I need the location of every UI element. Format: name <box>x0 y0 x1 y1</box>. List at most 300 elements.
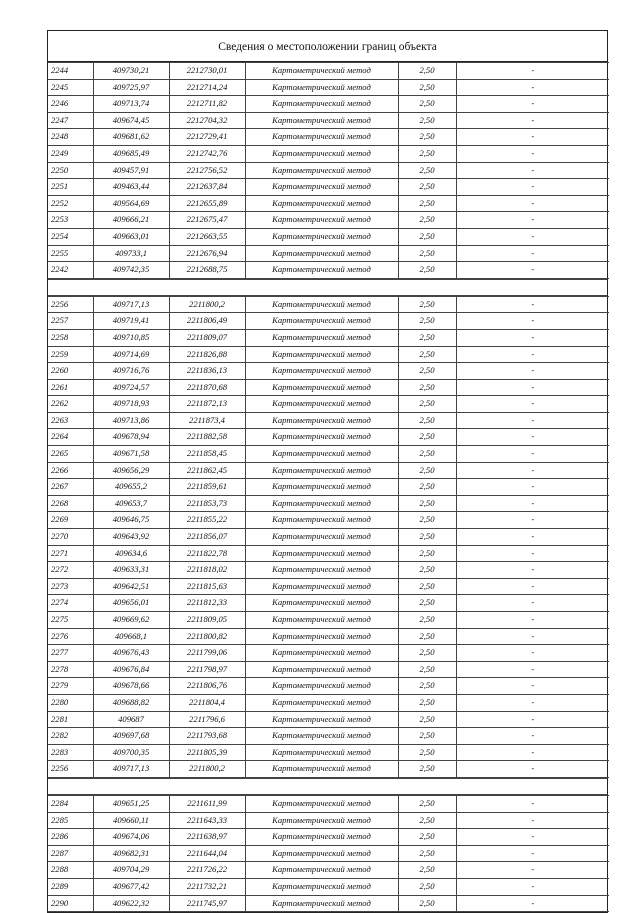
method-cell: Картометрический метод <box>245 228 398 245</box>
method-cell: Картометрический метод <box>245 645 398 662</box>
method-cell: Картометрический метод <box>245 313 398 330</box>
accuracy-cell: 2,50 <box>398 744 456 761</box>
table-row <box>48 129 609 146</box>
x-coordinate-cell: 409719,41 <box>93 313 169 330</box>
note-cell: - <box>456 711 609 728</box>
point-number-cell: 2264 <box>48 429 93 446</box>
method-cell: Картометрический метод <box>245 761 398 778</box>
method-cell: Картометрический метод <box>245 412 398 429</box>
table-row <box>48 145 609 162</box>
point-number-cell: 2286 <box>48 829 93 846</box>
x-coordinate-cell: 409622,32 <box>93 895 169 912</box>
table-row <box>48 529 609 546</box>
point-number-cell: 2262 <box>48 396 93 413</box>
method-cell: Картометрический метод <box>245 96 398 113</box>
note-cell: - <box>456 812 609 829</box>
point-number-cell: 2283 <box>48 744 93 761</box>
x-coordinate-cell: 409653,7 <box>93 495 169 512</box>
point-number-cell: 2284 <box>48 795 93 812</box>
accuracy-cell: 2,50 <box>398 162 456 179</box>
method-cell: Картометрический метод <box>245 479 398 496</box>
y-coordinate-cell: 2211806,49 <box>169 313 245 330</box>
note-cell: - <box>456 363 609 380</box>
y-coordinate-cell: 2211822,78 <box>169 545 245 562</box>
method-cell: Картометрический метод <box>245 112 398 129</box>
point-number-cell: 2282 <box>48 728 93 745</box>
method-cell: Картометрический метод <box>245 512 398 529</box>
y-coordinate-cell: 2212714,24 <box>169 79 245 96</box>
method-cell: Картометрический метод <box>245 711 398 728</box>
method-cell: Картометрический метод <box>245 862 398 879</box>
method-cell: Картометрический метод <box>245 595 398 612</box>
y-coordinate-cell: 2211745,97 <box>169 895 245 912</box>
accuracy-cell: 2,50 <box>398 145 456 162</box>
table-body <box>48 62 607 912</box>
x-coordinate-cell: 409663,01 <box>93 228 169 245</box>
y-coordinate-cell: 2211643,33 <box>169 812 245 829</box>
point-number-cell: 2258 <box>48 329 93 346</box>
x-coordinate-cell: 409676,43 <box>93 645 169 662</box>
point-number-cell: 2290 <box>48 895 93 912</box>
x-coordinate-cell: 409687 <box>93 711 169 728</box>
point-number-cell: 2246 <box>48 96 93 113</box>
accuracy-cell: 2,50 <box>398 562 456 579</box>
table-row <box>48 195 609 212</box>
x-coordinate-cell: 409733,1 <box>93 245 169 262</box>
table-row <box>48 412 609 429</box>
note-cell: - <box>456 878 609 895</box>
x-coordinate-cell: 409725,97 <box>93 79 169 96</box>
point-number-cell: 2252 <box>48 195 93 212</box>
table-row <box>48 495 609 512</box>
method-cell: Картометрический метод <box>245 446 398 463</box>
x-coordinate-cell: 409730,21 <box>93 63 169 80</box>
point-number-cell: 2266 <box>48 462 93 479</box>
note-cell: - <box>456 495 609 512</box>
note-cell: - <box>456 245 609 262</box>
accuracy-cell: 2,50 <box>398 379 456 396</box>
table-title: Сведения о местоположении границ объекта <box>48 31 607 62</box>
note-cell: - <box>456 578 609 595</box>
table-row <box>48 728 609 745</box>
point-number-cell: 2287 <box>48 845 93 862</box>
method-cell: Картометрический метод <box>245 628 398 645</box>
point-number-cell: 2276 <box>48 628 93 645</box>
table-row <box>48 462 609 479</box>
table-row <box>48 429 609 446</box>
point-number-cell: 2245 <box>48 79 93 96</box>
table-row <box>48 845 609 862</box>
point-number-cell: 2249 <box>48 145 93 162</box>
point-number-cell: 2260 <box>48 363 93 380</box>
note-cell: - <box>456 179 609 196</box>
y-coordinate-cell: 2211611,99 <box>169 795 245 812</box>
y-coordinate-cell: 2212676,94 <box>169 245 245 262</box>
y-coordinate-cell: 2211732,21 <box>169 878 245 895</box>
point-number-cell: 2277 <box>48 645 93 662</box>
note-cell: - <box>456 396 609 413</box>
x-coordinate-cell: 409646,75 <box>93 512 169 529</box>
method-cell: Картометрический метод <box>245 795 398 812</box>
x-coordinate-cell: 409671,58 <box>93 446 169 463</box>
method-cell: Картометрический метод <box>245 212 398 229</box>
point-number-cell: 2271 <box>48 545 93 562</box>
y-coordinate-cell: 2211796,6 <box>169 711 245 728</box>
x-coordinate-cell: 409710,85 <box>93 329 169 346</box>
accuracy-cell: 2,50 <box>398 545 456 562</box>
x-coordinate-cell: 409678,66 <box>93 678 169 695</box>
y-coordinate-cell: 2211815,63 <box>169 578 245 595</box>
accuracy-cell: 2,50 <box>398 678 456 695</box>
accuracy-cell: 2,50 <box>398 245 456 262</box>
point-number-cell: 2273 <box>48 578 93 595</box>
method-cell: Картометрический метод <box>245 245 398 262</box>
y-coordinate-cell: 2212704,32 <box>169 112 245 129</box>
y-coordinate-cell: 2211872,13 <box>169 396 245 413</box>
table-row <box>48 744 609 761</box>
contour-separator <box>48 778 607 795</box>
x-coordinate-cell: 409713,86 <box>93 412 169 429</box>
method-cell: Картометрический метод <box>245 829 398 846</box>
x-coordinate-cell: 409678,94 <box>93 429 169 446</box>
x-coordinate-cell: 409704,29 <box>93 862 169 879</box>
note-cell: - <box>456 529 609 546</box>
x-coordinate-cell: 409742,35 <box>93 262 169 279</box>
note-cell: - <box>456 212 609 229</box>
note-cell: - <box>456 661 609 678</box>
accuracy-cell: 2,50 <box>398 346 456 363</box>
x-coordinate-cell: 409564,69 <box>93 195 169 212</box>
y-coordinate-cell: 2211858,45 <box>169 446 245 463</box>
point-number-cell: 2267 <box>48 479 93 496</box>
note-cell: - <box>456 728 609 745</box>
table-row <box>48 645 609 662</box>
point-number-cell: 2250 <box>48 162 93 179</box>
accuracy-cell: 2,50 <box>398 112 456 129</box>
point-number-cell: 2244 <box>48 63 93 80</box>
table-row <box>48 379 609 396</box>
note-cell: - <box>456 829 609 846</box>
y-coordinate-cell: 2211804,4 <box>169 694 245 711</box>
x-coordinate-cell: 409681,62 <box>93 129 169 146</box>
note-cell: - <box>456 63 609 80</box>
y-coordinate-cell: 2211644,04 <box>169 845 245 862</box>
accuracy-cell: 2,50 <box>398 628 456 645</box>
note-cell: - <box>456 462 609 479</box>
point-number-cell: 2259 <box>48 346 93 363</box>
y-coordinate-cell: 2212730,01 <box>169 63 245 80</box>
method-cell: Картометрический метод <box>245 495 398 512</box>
x-coordinate-cell: 409682,31 <box>93 845 169 862</box>
y-coordinate-cell: 2211638,97 <box>169 829 245 846</box>
point-number-cell: 2255 <box>48 245 93 262</box>
accuracy-cell: 2,50 <box>398 495 456 512</box>
accuracy-cell: 2,50 <box>398 578 456 595</box>
note-cell: - <box>456 129 609 146</box>
y-coordinate-cell: 2211809,07 <box>169 329 245 346</box>
method-cell: Картометрический метод <box>245 329 398 346</box>
note-cell: - <box>456 313 609 330</box>
point-number-cell: 2275 <box>48 612 93 629</box>
method-cell: Картометрический метод <box>245 296 398 313</box>
point-number-cell: 2272 <box>48 562 93 579</box>
x-coordinate-cell: 409674,45 <box>93 112 169 129</box>
y-coordinate-cell: 2212655,89 <box>169 195 245 212</box>
x-coordinate-cell: 409688,82 <box>93 694 169 711</box>
point-number-cell: 2254 <box>48 228 93 245</box>
note-cell: - <box>456 678 609 695</box>
point-number-cell: 2256 <box>48 761 93 778</box>
x-coordinate-cell: 409716,76 <box>93 363 169 380</box>
method-cell: Картометрический метод <box>245 396 398 413</box>
table-row <box>48 63 609 80</box>
method-cell: Картометрический метод <box>245 612 398 629</box>
note-cell: - <box>456 446 609 463</box>
accuracy-cell: 2,50 <box>398 179 456 196</box>
y-coordinate-cell: 2211809,05 <box>169 612 245 629</box>
accuracy-cell: 2,50 <box>398 512 456 529</box>
note-cell: - <box>456 795 609 812</box>
point-number-cell: 2278 <box>48 661 93 678</box>
method-cell: Картометрический метод <box>245 812 398 829</box>
accuracy-cell: 2,50 <box>398 212 456 229</box>
note-cell: - <box>456 545 609 562</box>
note-cell: - <box>456 262 609 279</box>
table-row <box>48 363 609 380</box>
note-cell: - <box>456 346 609 363</box>
method-cell: Картометрический метод <box>245 895 398 912</box>
x-coordinate-cell: 409685,49 <box>93 145 169 162</box>
y-coordinate-cell: 2212742,76 <box>169 145 245 162</box>
x-coordinate-cell: 409714,69 <box>93 346 169 363</box>
note-cell: - <box>456 145 609 162</box>
point-number-cell: 2268 <box>48 495 93 512</box>
y-coordinate-cell: 2211726,22 <box>169 862 245 879</box>
y-coordinate-cell: 2211800,2 <box>169 761 245 778</box>
x-coordinate-cell: 409700,35 <box>93 744 169 761</box>
method-cell: Картометрический метод <box>245 162 398 179</box>
note-cell: - <box>456 694 609 711</box>
y-coordinate-cell: 2211799,06 <box>169 645 245 662</box>
y-coordinate-cell: 2211826,88 <box>169 346 245 363</box>
method-cell: Картометрический метод <box>245 79 398 96</box>
accuracy-cell: 2,50 <box>398 262 456 279</box>
y-coordinate-cell: 2212663,55 <box>169 228 245 245</box>
point-number-cell: 2280 <box>48 694 93 711</box>
note-cell: - <box>456 96 609 113</box>
accuracy-cell: 2,50 <box>398 228 456 245</box>
accuracy-cell: 2,50 <box>398 529 456 546</box>
accuracy-cell: 2,50 <box>398 761 456 778</box>
x-coordinate-cell: 409713,74 <box>93 96 169 113</box>
method-cell: Картометрический метод <box>245 529 398 546</box>
x-coordinate-cell: 409718,93 <box>93 396 169 413</box>
y-coordinate-cell: 2211862,45 <box>169 462 245 479</box>
contour-table <box>48 296 609 778</box>
accuracy-cell: 2,50 <box>398 479 456 496</box>
contour-separator <box>48 279 607 296</box>
table-row <box>48 678 609 695</box>
note-cell: - <box>456 479 609 496</box>
x-coordinate-cell: 409656,01 <box>93 595 169 612</box>
accuracy-cell: 2,50 <box>398 812 456 829</box>
note-cell: - <box>456 112 609 129</box>
y-coordinate-cell: 2211805,39 <box>169 744 245 761</box>
y-coordinate-cell: 2212756,52 <box>169 162 245 179</box>
point-number-cell: 2242 <box>48 262 93 279</box>
note-cell: - <box>456 329 609 346</box>
note-cell: - <box>456 744 609 761</box>
table-row <box>48 162 609 179</box>
x-coordinate-cell: 409633,31 <box>93 562 169 579</box>
y-coordinate-cell: 2211859,61 <box>169 479 245 496</box>
method-cell: Картометрический метод <box>245 661 398 678</box>
point-number-cell: 2289 <box>48 878 93 895</box>
method-cell: Картометрический метод <box>245 578 398 595</box>
x-coordinate-cell: 409660,11 <box>93 812 169 829</box>
note-cell: - <box>456 296 609 313</box>
accuracy-cell: 2,50 <box>398 645 456 662</box>
point-number-cell: 2269 <box>48 512 93 529</box>
x-coordinate-cell: 409674,06 <box>93 829 169 846</box>
note-cell: - <box>456 412 609 429</box>
table-row <box>48 313 609 330</box>
x-coordinate-cell: 409463,44 <box>93 179 169 196</box>
x-coordinate-cell: 409643,92 <box>93 529 169 546</box>
x-coordinate-cell: 409656,29 <box>93 462 169 479</box>
note-cell: - <box>456 862 609 879</box>
x-coordinate-cell: 409717,13 <box>93 761 169 778</box>
x-coordinate-cell: 409669,62 <box>93 612 169 629</box>
method-cell: Картометрический метод <box>245 562 398 579</box>
note-cell: - <box>456 761 609 778</box>
method-cell: Картометрический метод <box>245 145 398 162</box>
table-row <box>48 595 609 612</box>
x-coordinate-cell: 409677,42 <box>93 878 169 895</box>
table-row <box>48 96 609 113</box>
table-row <box>48 578 609 595</box>
point-number-cell: 2263 <box>48 412 93 429</box>
x-coordinate-cell: 409651,25 <box>93 795 169 812</box>
x-coordinate-cell: 409724,57 <box>93 379 169 396</box>
accuracy-cell: 2,50 <box>398 728 456 745</box>
table-row <box>48 228 609 245</box>
accuracy-cell: 2,50 <box>398 329 456 346</box>
method-cell: Картометрический метод <box>245 179 398 196</box>
accuracy-cell: 2,50 <box>398 462 456 479</box>
accuracy-cell: 2,50 <box>398 79 456 96</box>
y-coordinate-cell: 2211806,76 <box>169 678 245 695</box>
table-row <box>48 628 609 645</box>
accuracy-cell: 2,50 <box>398 878 456 895</box>
table-row <box>48 212 609 229</box>
accuracy-cell: 2,50 <box>398 129 456 146</box>
point-number-cell: 2247 <box>48 112 93 129</box>
point-number-cell: 2285 <box>48 812 93 829</box>
table-row <box>48 296 609 313</box>
x-coordinate-cell: 409666,21 <box>93 212 169 229</box>
table-row <box>48 795 609 812</box>
y-coordinate-cell: 2212711,82 <box>169 96 245 113</box>
point-number-cell: 2248 <box>48 129 93 146</box>
x-coordinate-cell: 409655,2 <box>93 479 169 496</box>
x-coordinate-cell: 409668,1 <box>93 628 169 645</box>
y-coordinate-cell: 2211812,33 <box>169 595 245 612</box>
table-row <box>48 446 609 463</box>
accuracy-cell: 2,50 <box>398 595 456 612</box>
table-row <box>48 612 609 629</box>
note-cell: - <box>456 562 609 579</box>
accuracy-cell: 2,50 <box>398 313 456 330</box>
method-cell: Картометрический метод <box>245 462 398 479</box>
x-coordinate-cell: 409457,91 <box>93 162 169 179</box>
table-row <box>48 396 609 413</box>
accuracy-cell: 2,50 <box>398 795 456 812</box>
point-number-cell: 2281 <box>48 711 93 728</box>
accuracy-cell: 2,50 <box>398 446 456 463</box>
note-cell: - <box>456 512 609 529</box>
x-coordinate-cell: 409634,6 <box>93 545 169 562</box>
method-cell: Картометрический метод <box>245 744 398 761</box>
table-row <box>48 112 609 129</box>
table-row <box>48 761 609 778</box>
point-number-cell: 2274 <box>48 595 93 612</box>
point-number-cell: 2261 <box>48 379 93 396</box>
point-number-cell: 2251 <box>48 179 93 196</box>
y-coordinate-cell: 2211800,82 <box>169 628 245 645</box>
table-row <box>48 694 609 711</box>
table-row <box>48 512 609 529</box>
method-cell: Картометрический метод <box>245 545 398 562</box>
note-cell: - <box>456 845 609 862</box>
table-row <box>48 329 609 346</box>
y-coordinate-cell: 2212729,41 <box>169 129 245 146</box>
point-number-cell: 2265 <box>48 446 93 463</box>
method-cell: Картометрический метод <box>245 678 398 695</box>
accuracy-cell: 2,50 <box>398 711 456 728</box>
point-number-cell: 2257 <box>48 313 93 330</box>
y-coordinate-cell: 2211818,02 <box>169 562 245 579</box>
point-number-cell: 2279 <box>48 678 93 695</box>
y-coordinate-cell: 2211853,73 <box>169 495 245 512</box>
y-coordinate-cell: 2212675,47 <box>169 212 245 229</box>
accuracy-cell: 2,50 <box>398 96 456 113</box>
accuracy-cell: 2,50 <box>398 396 456 413</box>
method-cell: Картометрический метод <box>245 363 398 380</box>
note-cell: - <box>456 379 609 396</box>
method-cell: Картометрический метод <box>245 694 398 711</box>
note-cell: - <box>456 195 609 212</box>
note-cell: - <box>456 895 609 912</box>
note-cell: - <box>456 228 609 245</box>
table-row <box>48 245 609 262</box>
method-cell: Картометрический метод <box>245 262 398 279</box>
table-row <box>48 562 609 579</box>
y-coordinate-cell: 2211800,2 <box>169 296 245 313</box>
table-row <box>48 711 609 728</box>
point-number-cell: 2270 <box>48 529 93 546</box>
table-row <box>48 262 609 279</box>
method-cell: Картометрический метод <box>245 346 398 363</box>
note-cell: - <box>456 162 609 179</box>
y-coordinate-cell: 2212688,75 <box>169 262 245 279</box>
accuracy-cell: 2,50 <box>398 895 456 912</box>
table-row <box>48 179 609 196</box>
accuracy-cell: 2,50 <box>398 829 456 846</box>
table-row <box>48 829 609 846</box>
note-cell: - <box>456 645 609 662</box>
method-cell: Картометрический метод <box>245 429 398 446</box>
